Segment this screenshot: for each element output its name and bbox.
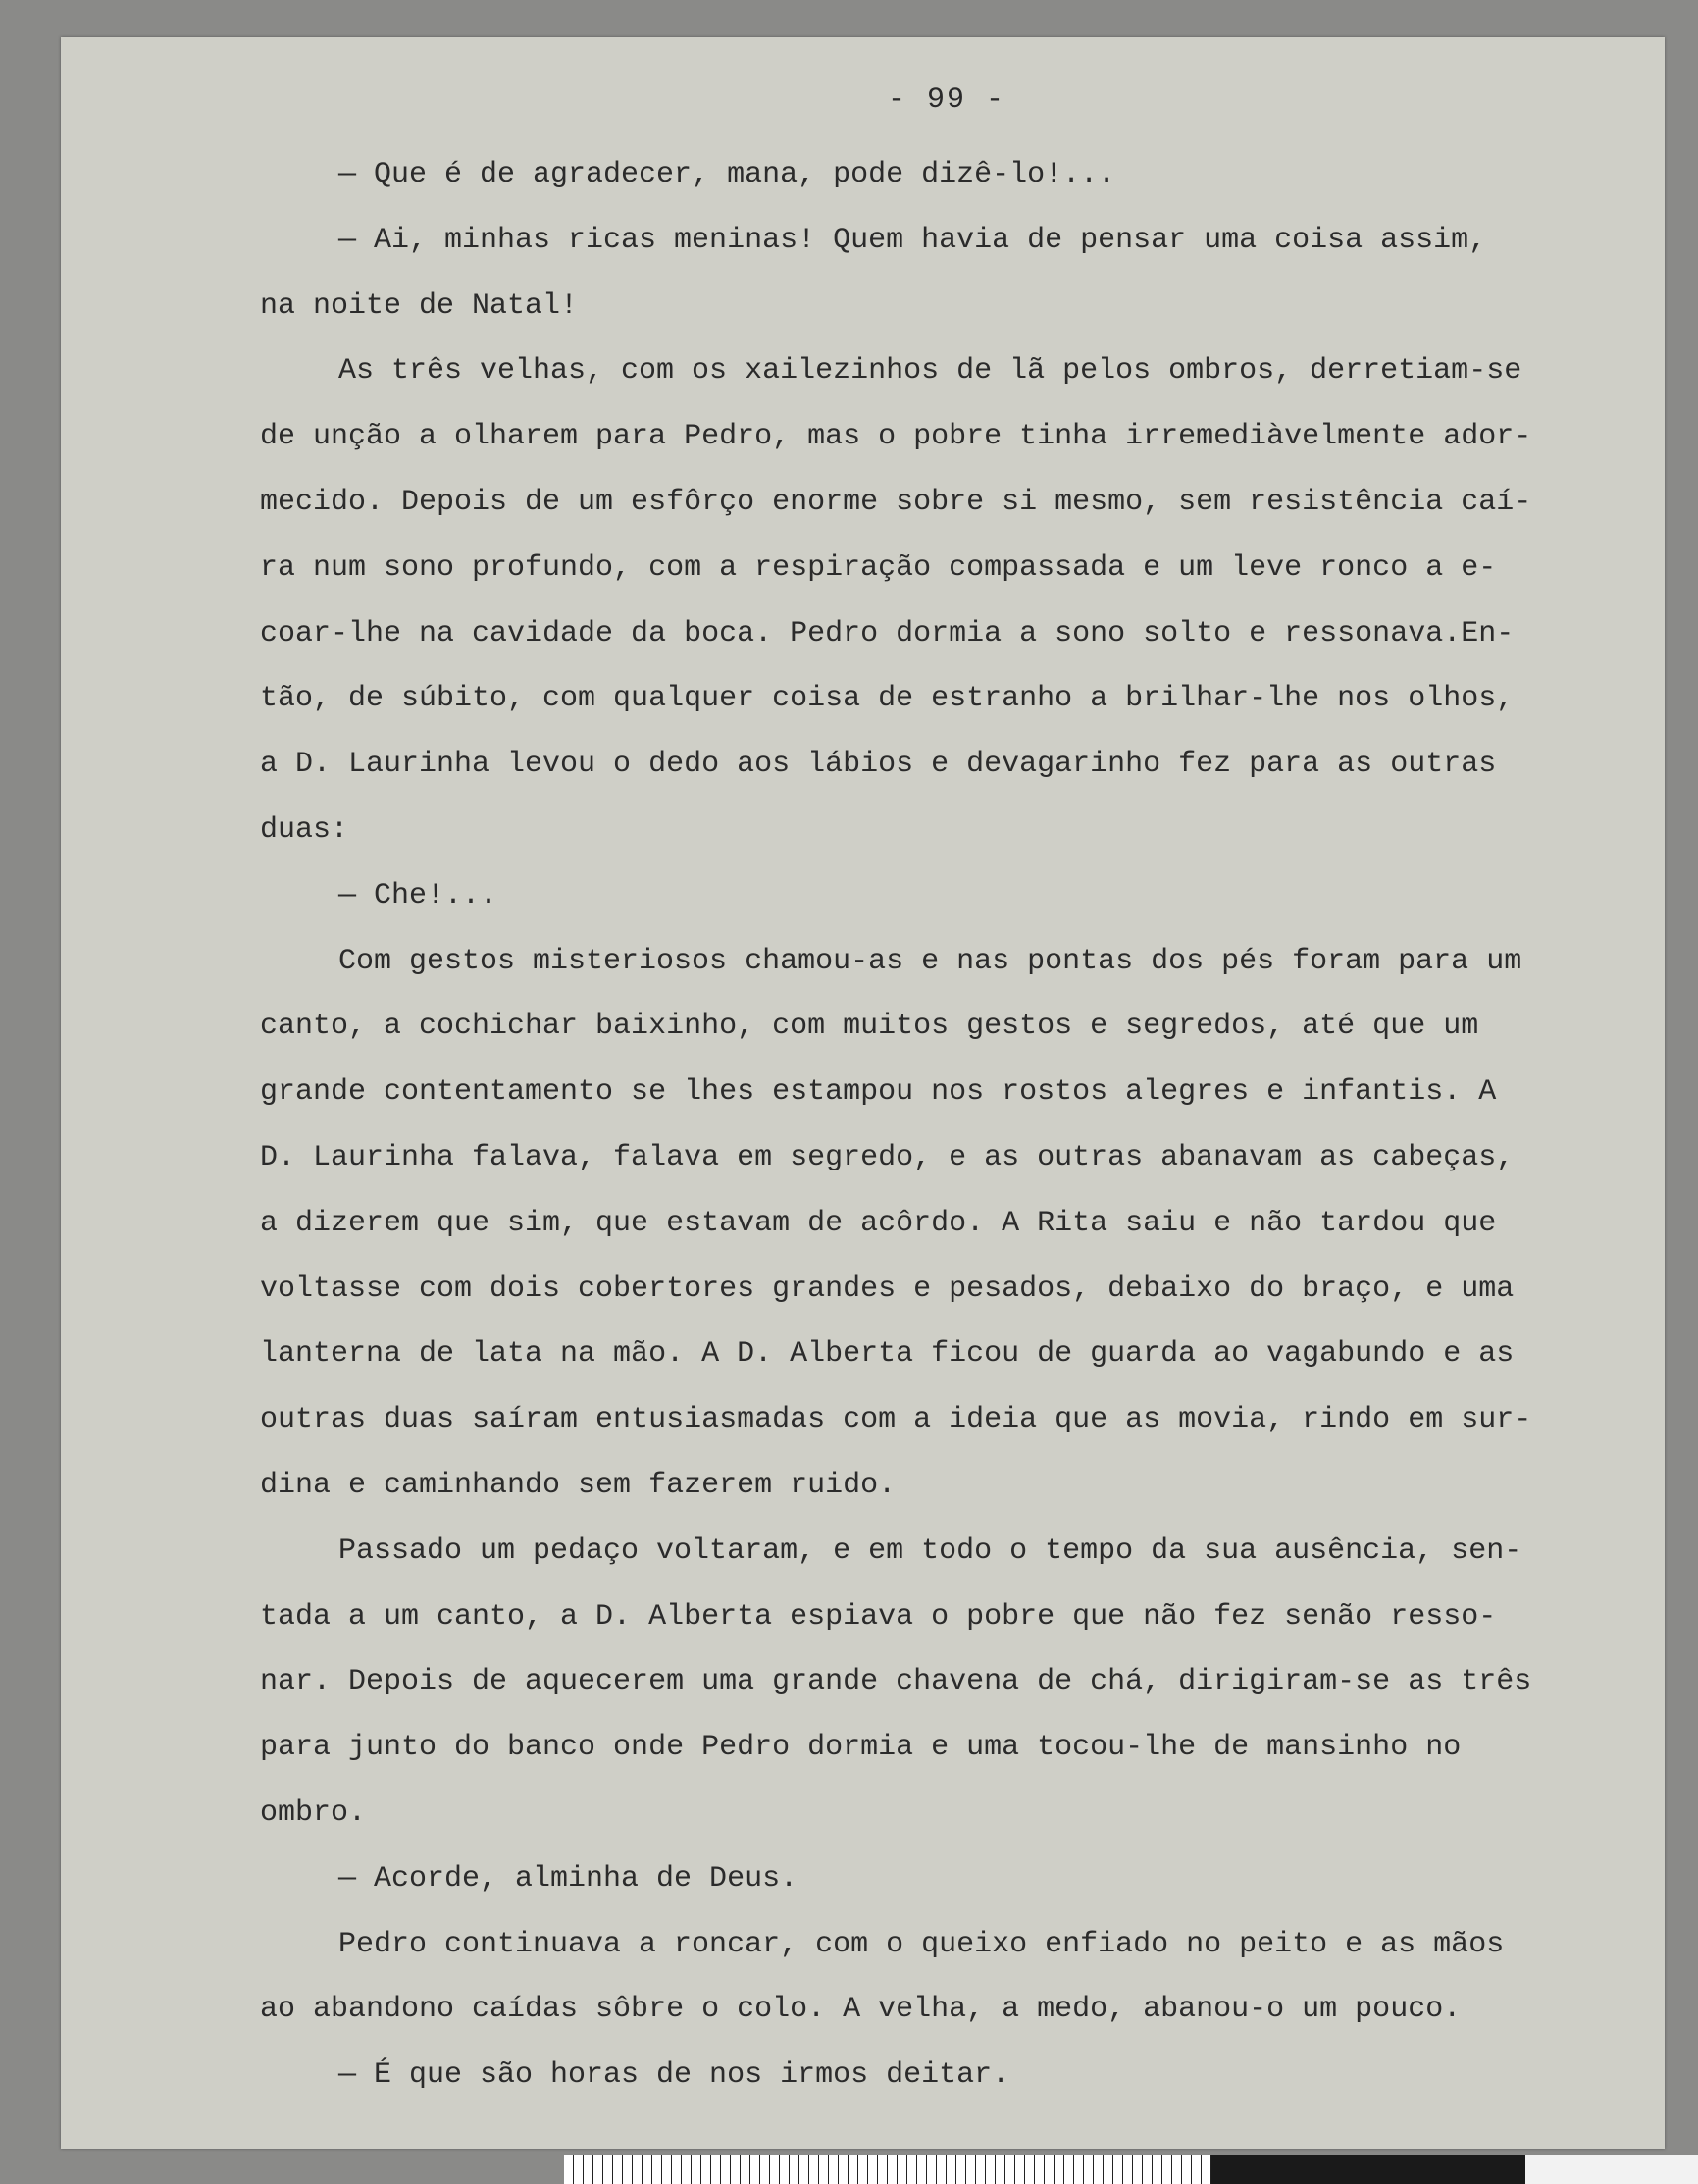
text-line: dina e caminhando sem fazerem ruido. <box>260 1468 897 1502</box>
text-line: Passado um pedaço voltaram, e em todo o tempo da sua ausência, sen- <box>338 1534 1522 1568</box>
text-line: ra num sono profundo, com a respiração compassada e um leve ronco a e- <box>260 550 1497 585</box>
text-line: D. Laurinha falava, falava em segredo, e as outras abanavam as cabeças, <box>260 1140 1515 1174</box>
scale-bar-light-segment <box>1525 2155 1698 2184</box>
text-line: — Que é de agradecer, mana, pode dizê-lo!... <box>338 158 1116 191</box>
text-line: — Ai, minhas ricas meninas! Quem havia de pensar uma coisa assim, <box>338 223 1487 257</box>
text-line: lanterna de lata na mão. A D. Alberta ficou de guarda ao vagabundo e as <box>260 1337 1515 1372</box>
text-line: As três velhas, com os xailezinhos de lã pelos ombros, derretiam-se <box>338 354 1522 389</box>
text-line: — É que são horas de nos irmos deitar. <box>338 2058 1010 2093</box>
text-line: a dizerem que sim, que estavam de acôrdo. A Rita saiu e não tardou que <box>260 1206 1497 1240</box>
color-scale-bar <box>564 2155 1698 2184</box>
text-line: coar-lhe na cavidade da boca. Pedro dormia a sono solto e ressonava.En- <box>260 616 1515 650</box>
text-line: voltasse com dois cobertores grandes e pesados, debaixo do braço, e uma <box>260 1272 1515 1306</box>
text-line: grande contentamento se lhes estampou nos rostos alegres e infantis. A <box>260 1075 1497 1110</box>
text-line: na noite de Natal! <box>260 288 579 323</box>
text-line: tão, de súbito, com qualquer coisa de estranho a brilhar-lhe nos olhos, <box>260 682 1515 716</box>
text-line: — Acorde, alminha de Deus. <box>338 1861 798 1896</box>
text-line: — Che!... <box>338 878 498 912</box>
page-number: - 99 - <box>888 83 1006 117</box>
text-line: Pedro continuava a roncar, com o queixo enfiado no peito e as mãos <box>338 1927 1505 1961</box>
text-line: canto, a cochichar baixinho, com muitos gestos e segredos, até que um <box>260 1010 1479 1044</box>
text-line: duas: <box>260 812 349 847</box>
text-line: nar. Depois de aquecerem uma grande chavena de chá, dirigiram-se as três <box>260 1665 1532 1699</box>
text-line: tada a um canto, a D. Alberta espiava o pobre que não fez senão resso- <box>260 1599 1497 1634</box>
text-line: de unção a olharem para Pedro, mas o pobre tinha irremediàvelmente ador- <box>260 420 1532 454</box>
text-line: ombro. <box>260 1795 367 1830</box>
text-line: Com gestos misteriosos chamou-as e nas pontas dos pés foram para um <box>338 944 1522 978</box>
text-line: outras duas saíram entusiasmadas com a ideia que as movia, rindo em sur- <box>260 1403 1532 1437</box>
body-text <box>260 142 1658 2108</box>
text-line: ao abandono caídas sôbre o colo. A velha, a medo, abanou-o um pouco. <box>260 1993 1462 2027</box>
text-line: mecido. Depois de um esfôrço enorme sobre si mesmo, sem resistência caí- <box>260 485 1532 519</box>
text-line: para junto do banco onde Pedro dormia e uma tocou-lhe de mansinho no <box>260 1731 1462 1765</box>
text-line: a D. Laurinha levou o dedo aos lábios e devagarinho fez para as outras <box>260 748 1497 782</box>
